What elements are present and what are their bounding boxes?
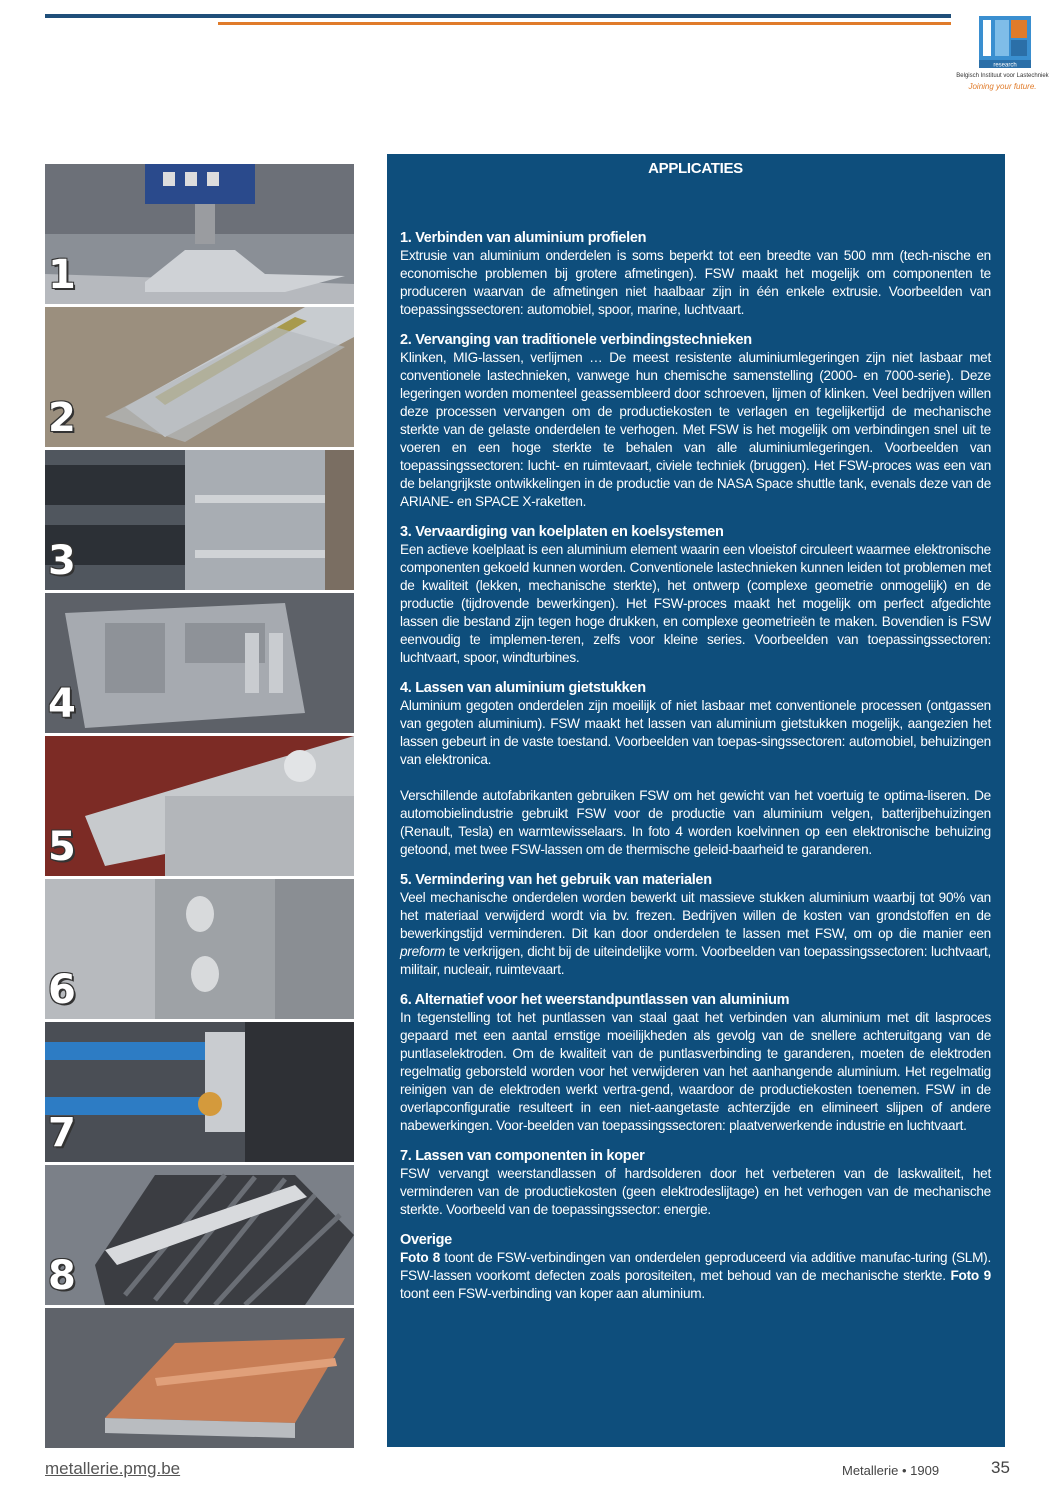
section-heading: 6. Alternatief voor het weerstandpuntlassen van aluminium — [400, 992, 790, 1008]
photo-number: 1 — [48, 252, 76, 298]
photo-column — [45, 164, 354, 1451]
body-text: te verkrijgen, dicht bij de uiteindelijke vorm. Voorbeelden van toepassingssectoren: luchtvaart, militair, nucleair, ruimtevaart. — [400, 944, 991, 977]
section-overige — [400, 1232, 991, 1303]
photo-3 — [45, 450, 354, 590]
body-text: toont de FSW-verbindingen van onderdelen geproduceerd via additive manufac-turing (SLM). FSW-lassen voorkomt defecten zoals porositeiten, met behoud van de mechanische sterkte. — [400, 1250, 991, 1283]
logo-institute-name: Belgisch Instituut voor Lastechniek — [956, 73, 1049, 79]
section-4 — [400, 680, 991, 859]
section-body: In tegenstelling tot het puntlassen van staal gaat het verbinden van aluminium met dit lasproces gepaard met een aantal ernstige moeilijkheden als gevolg van de snellere achteruitgang van de puntlaselektroden. Om de kwaliteit van de puntlasverbinding te garanderen, moeten de elektroden regelmatig geborsteld worden voor het verwijderen van het aanhangende aluminium. Het regelmatig reinigen van de elektroden werkt vertra-gend, waardoor de productiekosten toenemen. FSW in de overlapconfiguratie resulteert in een niet-aangetaste achterzijde en elimineert slijpen of andere nabewerkingen. Voor-beelden van toepassingssectoren: plaatverwerkende industrie en luchtvaart. — [400, 1010, 991, 1133]
bil-logo — [955, 14, 1050, 94]
section-body: Een actieve koelplaat is een aluminium element waarin een vloeistof circuleert waarmee elektronische componenten gekoeld kunnen worden. Conventionele lastechnieken kunnen leiden tot problemen met de kwaliteit (lekken, mechanische sterkte), het ontwerp (complexe geometrie onmogelijk) en de productie (tijdrovende bewerkingen). Het FSW-proces maakt het mogelijk om perfect afgedichte lassen die bestand zijn tegen hoge drukken, en complexe geometrieën te maken. Bovendien is FSW eenvoudig te implemen-teren, zelfs voor kleine series. Voorbeelden van toepassingssectoren: luchtvaart, spoor, windturbines. — [400, 542, 991, 665]
panel-title: APPLICATIES — [648, 160, 743, 177]
photo-2 — [45, 307, 354, 447]
section-1 — [400, 230, 991, 319]
body-text: Veel mechanische onderdelen worden bewerkt uit massieve stukken aluminium waarbij tot 90% van het materiaal verwijderd wordt via bv. frezen. Bedrijven willen de kosten van grondstoffen en de bewerkingstijd verminderen. Dit kan door onderdelen te lassen met FSW, om op die manier een — [400, 890, 991, 941]
section-body: Klinken, MIG-lassen, verlijmen … De meest resistente aluminiumlegeringen zijn niet lasbaar met conventionele lastechnieken, vanwege hun chemische samenstelling (2000- en 7000-serie). Deze legeringen worden momenteel geassembleerd door schroeven, lijmen of klinken. Veel bedrijven willen deze processen vervangen om de productiekosten te verlagen en tegelijkertijd de mechanische sterkte van de gelaste onderdelen te verhogen. Met FSW is het mogelijk om verbindingen snel uit te voeren en een hoge sterkte te behalen van alle aluminiumlegeringen. Voorbeelden van toepassingssectoren: lucht- en ruimtevaart, civiele techniek (bruggen). Het FSW-proces was een van de belangrijkste ontwikkelingen in de productie van de NASA Space shuttle tank, evenals deze van de ARIANE- en SPACE X-raketten. — [400, 350, 991, 509]
applicaties-panel — [387, 154, 1005, 1447]
photo-number: 6 — [48, 967, 76, 1013]
body-text: toont een FSW-verbinding van koper aan aluminium. — [400, 1286, 705, 1301]
logo-tagline: Joining your future. — [968, 82, 1037, 91]
section-3 — [400, 524, 991, 667]
section-body — [400, 1249, 991, 1303]
section-body — [400, 889, 991, 979]
photo-number: 4 — [48, 681, 76, 727]
foto-9-label: Foto 9 — [950, 1268, 991, 1283]
bil-logo-icon — [979, 16, 1031, 68]
header-rule-blue — [45, 14, 951, 18]
logo-research-text: research — [993, 62, 1017, 68]
section-heading: Overige — [400, 1232, 452, 1248]
magazine-issue: Metallerie • 1909 — [842, 1463, 940, 1478]
photo-9 — [45, 1308, 354, 1448]
photo-8 — [45, 1165, 354, 1305]
foto-8-label: Foto 8 — [400, 1250, 441, 1265]
header-rule-orange — [218, 22, 951, 25]
website-link[interactable]: metallerie.pmg.be — [45, 1459, 181, 1478]
section-7 — [400, 1148, 991, 1219]
section-body-continued: Verschillende autofabrikanten gebruiken FSW om het gewicht van het voertuig te optima-liseren. De automobielindustrie gebruikt FSW voor de productie van aluminium velgen, batterijbehuizingen (Renault, Tesla) en warmtewisselaars. In foto 4 worden koelvinnen op een elektronische behuizing getoond, met twee FSW-lassen om de thermische geleid-baarheid te garanderen. — [400, 788, 991, 857]
photo-number: 5 — [48, 824, 76, 870]
section-body: FSW vervangt weerstandlassen of hardsolderen door het verbeteren van de laskwaliteit, het verminderen van de productiekosten (geen elektrodeslijtage) en het verhogen van de mechanische sterkte. Voorbeeld van de toepassingssector: energie. — [400, 1166, 991, 1217]
section-2 — [400, 332, 991, 511]
section-heading: 2. Vervanging van traditionele verbindingstechnieken — [400, 332, 752, 348]
section-heading: 7. Lassen van componenten in koper — [400, 1148, 645, 1164]
photo-number: 3 — [48, 538, 76, 584]
page-number: 35 — [991, 1458, 1010, 1477]
photo-number: 2 — [48, 395, 76, 441]
photo-number: 7 — [48, 1110, 76, 1156]
section-5 — [400, 872, 991, 979]
section-body: Aluminium gegoten onderdelen zijn moeilijk of niet lasbaar met conventionele processen (ontgassen van gegoten aluminium). FSW maakt het lassen van aluminium gietstukken mogelijk, aangezien het lassen gebeurt in de vaste toestand. Voorbeelden van toepas-singssectoren: automobiel, behuizingen van elektronica. — [400, 698, 991, 767]
photo-number: 8 — [48, 1253, 76, 1299]
photo-6 — [45, 879, 354, 1019]
body-italic-term: preform — [400, 944, 446, 959]
section-heading: 4. Lassen van aluminium gietstukken — [400, 680, 646, 696]
section-heading: 3. Vervaardiging van koelplaten en koelsystemen — [400, 524, 724, 540]
section-6 — [400, 992, 991, 1135]
photo-5 — [45, 736, 354, 876]
section-heading: 1. Verbinden van aluminium profielen — [400, 230, 647, 246]
section-body: Extrusie van aluminium onderdelen is soms beperkt tot een breedte van 500 mm (tech-nische en economische problemen bij grotere afmetingen). FSW maakt het mogelijk om componenten te produceren waarvan de afmetingen niet haalbaar zijn in één enkele extrusie. Voorbeelden van toepassingssectoren: automobiel, spoor, marine, luchtvaart. — [400, 248, 991, 317]
photo-7 — [45, 1022, 354, 1162]
photo-4 — [45, 593, 354, 733]
section-heading: 5. Vermindering van het gebruik van materialen — [400, 872, 712, 888]
photo-1 — [45, 164, 354, 304]
